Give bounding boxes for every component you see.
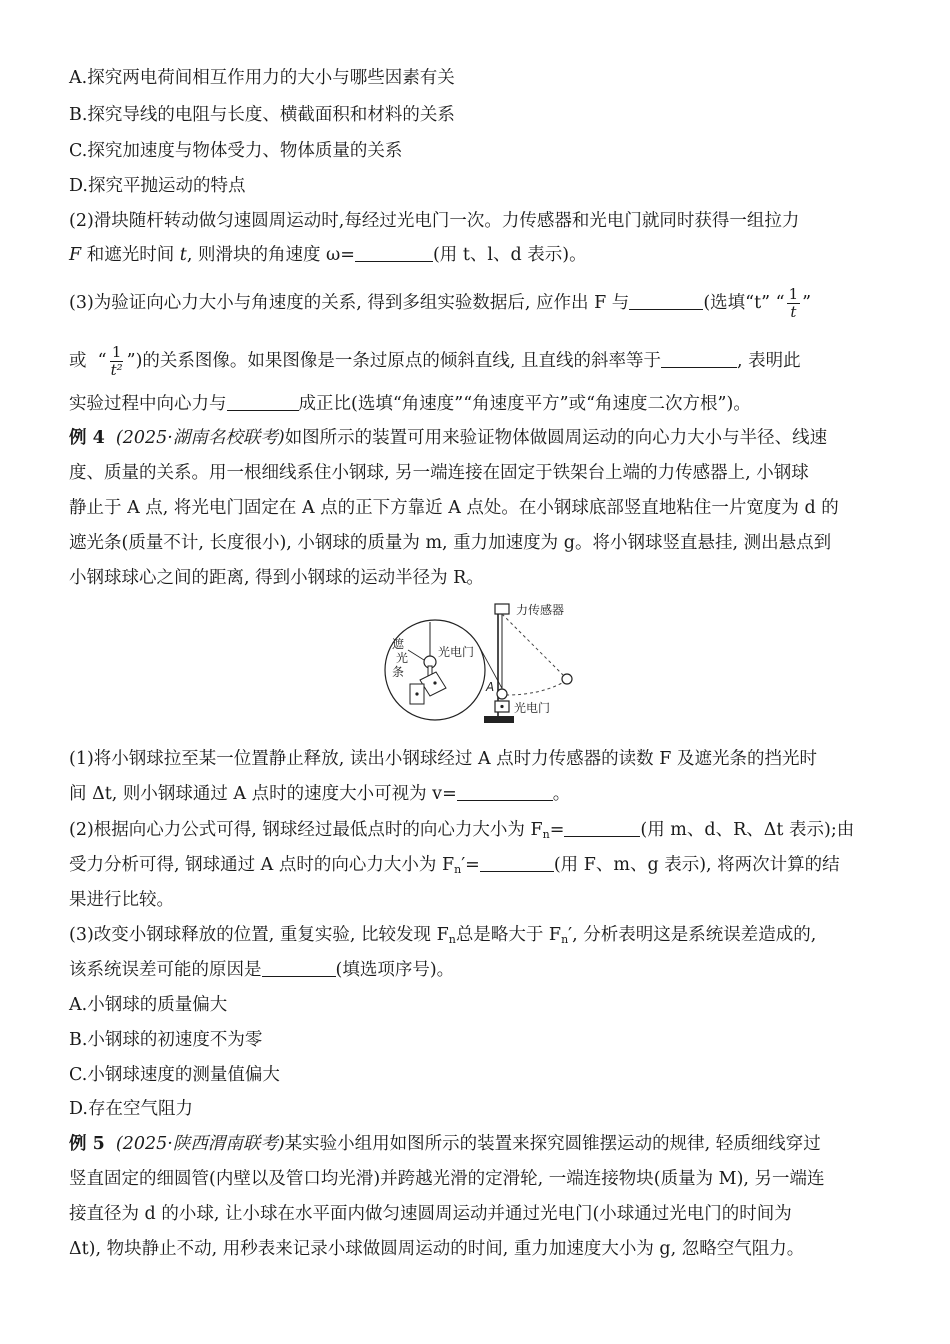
- ex4-q2-line-1: [69, 818, 890, 847]
- q-text: ′, 分析表明这是系统误差造成的,: [568, 925, 817, 945]
- frac-num: 1: [111, 343, 122, 361]
- answer-blank[interactable]: [629, 291, 703, 310]
- var-t: t: [179, 245, 187, 265]
- q3-text: (3)为验证向心力大小与角速度的关系, 得到多组实验数据后, 应作出 F 与: [69, 293, 630, 313]
- example-source: (2025·湖南名校联考): [115, 428, 285, 448]
- label-shade-2: 光: [396, 651, 409, 665]
- example-text: 如图所示的装置可用来验证物体做圆周运动的向心力大小与半径、线速: [284, 428, 828, 448]
- ex4-q3-line-2: [69, 958, 890, 982]
- var-f: F: [69, 245, 82, 265]
- apparatus-diagram: [380, 600, 590, 735]
- answer-blank[interactable]: [262, 958, 336, 977]
- q2-text: 和遮光时间: [81, 245, 180, 265]
- q3-line-2: [69, 344, 890, 379]
- q3-option-c: C.小钢球速度的测量值偏大: [69, 1065, 280, 1085]
- answer-blank[interactable]: [457, 782, 553, 801]
- example5-line-2: 竖直固定的细圆管(内壁以及管口均光滑)并跨越光滑的定滑轮, 一端连接物块(质量为 M), 另一端连: [69, 1169, 825, 1189]
- label-photogate: 光电门: [514, 701, 551, 715]
- q3-option-a: A.小钢球的质量偏大: [69, 995, 228, 1015]
- fraction-1-over-t2: [109, 344, 125, 379]
- ball-at-a: [497, 689, 507, 699]
- q-text: 受力分析可得, 钢球通过 A 点时的向心力大小为 F: [69, 855, 455, 875]
- quote-open: “: [97, 351, 107, 371]
- ex4-q1-line-2: [69, 782, 890, 806]
- option-a: A.探究两电荷间相互作用力的大小与哪些因素有关: [69, 68, 455, 88]
- q-text: 该系统误差可能的原因是: [69, 960, 262, 980]
- label-shade-3: 条: [392, 665, 405, 679]
- example4-line-1: [69, 426, 890, 450]
- q-end: 。: [552, 784, 571, 804]
- q-equals: ′=: [461, 855, 480, 875]
- ex4-q3-line-1: [69, 923, 890, 952]
- option-c: C.探究加速度与物体受力、物体质量的关系: [69, 141, 403, 161]
- q-text: (3)改变小钢球释放的位置, 重复实验, 比较发现 F: [69, 925, 449, 945]
- q-note: (填选项序号)。: [335, 960, 455, 980]
- answer-blank[interactable]: [227, 392, 299, 411]
- q3-choice: (选填“t”: [703, 293, 771, 313]
- ex4-q2-line-2: [69, 853, 890, 882]
- answer-blank[interactable]: [564, 818, 640, 837]
- answer-blank[interactable]: [355, 243, 433, 262]
- q3-line-1: [69, 286, 890, 321]
- subscript-n: n: [542, 828, 550, 841]
- shade-pointer: [408, 650, 424, 660]
- displaced-string: [502, 614, 563, 675]
- q3-text: ”)的关系图像。如果图像是一条过原点的倾斜直线, 且直线的斜率等于: [126, 351, 662, 371]
- answer-blank[interactable]: [661, 349, 737, 368]
- example4-line-2: 度、质量的关系。用一根细线系住小钢球, 另一端连接在固定于铁架台上端的力传感器上, 小钢球: [69, 463, 809, 483]
- q2-line-1: (2)滑块随杆转动做匀速圆周运动时,每经过光电门一次。力传感器和光电门就同时获得一组拉力: [69, 211, 800, 231]
- q2-note: (用 t、l、d 表示)。: [432, 245, 587, 265]
- fraction-1-over-t: [787, 286, 801, 321]
- example5-line-3: 接直径为 d 的小球, 让小球在水平面内做匀速圆周运动并通过光电门(小球通过光电门的时间为: [69, 1204, 792, 1224]
- q3-text: 实验过程中向心力与: [69, 394, 227, 414]
- q3-option-d: D.存在空气阻力: [69, 1099, 193, 1119]
- example-label: 例 5: [69, 1134, 105, 1154]
- frac-den: t²: [110, 361, 123, 379]
- example4-line-5: 小钢球球心之间的距离, 得到小钢球的运动半径为 R。: [69, 568, 484, 588]
- q-text: (2)根据向心力公式可得, 钢球经过最低点时的向心力大小为 F: [69, 820, 543, 840]
- q3-option-b: B.小钢球的初速度不为零: [69, 1030, 263, 1050]
- swing-arc: [506, 682, 564, 695]
- stand-base: [484, 716, 514, 723]
- q2-omega: , 则滑块的角速度 ω=: [186, 245, 355, 265]
- q-text: 总是略大于 F: [455, 925, 562, 945]
- label-shade-1: 遮: [392, 637, 405, 651]
- q3-line-3: [69, 392, 890, 416]
- frac-num: 1: [788, 285, 799, 303]
- q-text: 间 Δt, 则小钢球通过 A 点时的速度大小可视为 v=: [69, 784, 457, 804]
- force-sensor-box: [495, 604, 509, 614]
- ex4-q2-line-3: 果进行比较。: [69, 890, 174, 910]
- subscript-n: n: [448, 933, 456, 946]
- frac-den: t: [790, 303, 797, 321]
- displaced-ball: [562, 674, 572, 684]
- q3-or: 或: [69, 351, 87, 371]
- q3-text-end: , 表明此: [737, 351, 801, 371]
- photogate-dot: [500, 705, 503, 708]
- subscript-n: n: [561, 933, 569, 946]
- example-text: 某实验小组用如图所示的装置来探究圆锥摆运动的规律, 轻质细线穿过: [284, 1134, 821, 1154]
- label-force-sensor: 力传感器: [516, 603, 565, 617]
- label-photogate-detail: 光电门: [438, 645, 475, 659]
- q2-line-2: [69, 243, 890, 267]
- ex4-q1-line-1: (1)将小钢球拉至某一位置静止释放, 读出小钢球经过 A 点时力传感器的读数 F 及遮光条的挡光时: [69, 749, 817, 769]
- q3-choice: 成正比(选填“角速度”“角速度平方”或“角速度二次方根”)。: [298, 394, 751, 414]
- option-b: B.探究导线的电阻与长度、横截面积和材料的关系: [69, 105, 455, 125]
- answer-blank[interactable]: [480, 853, 554, 872]
- q-equals: =: [549, 820, 565, 840]
- example4-line-3: 静止于 A 点, 将光电门固定在 A 点的正下方靠近 A 点处。在小钢球底部竖直地粘住一片宽度为 d 的: [69, 498, 839, 518]
- subscript-n: n: [454, 863, 462, 876]
- q-note: (用 F、m、g 表示), 将两次计算的结: [553, 855, 840, 875]
- example-label: 例 4: [69, 428, 105, 448]
- detail-photogate-dot: [433, 681, 436, 684]
- option-d: D.探究平抛运动的特点: [69, 176, 246, 196]
- apparatus-figure: [380, 600, 590, 735]
- q-note: (用 m、d、R、Δt 表示);由: [640, 820, 855, 840]
- quote-close: ”: [802, 293, 812, 313]
- example-source: (2025·陕西渭南联考): [115, 1134, 285, 1154]
- example5-line-4: Δt), 物块静止不动, 用秒表来记录小球做圆周运动的时间, 重力加速度大小为 g, 忽略空气阻力。: [69, 1239, 805, 1259]
- example4-line-4: 遮光条(质量不计, 长度很小), 小钢球的质量为 m, 重力加速度为 g。将小钢球竖直悬挂, 测出悬点到: [69, 533, 832, 553]
- example5-line-1: [69, 1132, 890, 1156]
- label-point-a: A: [486, 680, 495, 694]
- quote-open: “: [775, 293, 785, 313]
- detail-photogate-dot-2: [415, 692, 418, 695]
